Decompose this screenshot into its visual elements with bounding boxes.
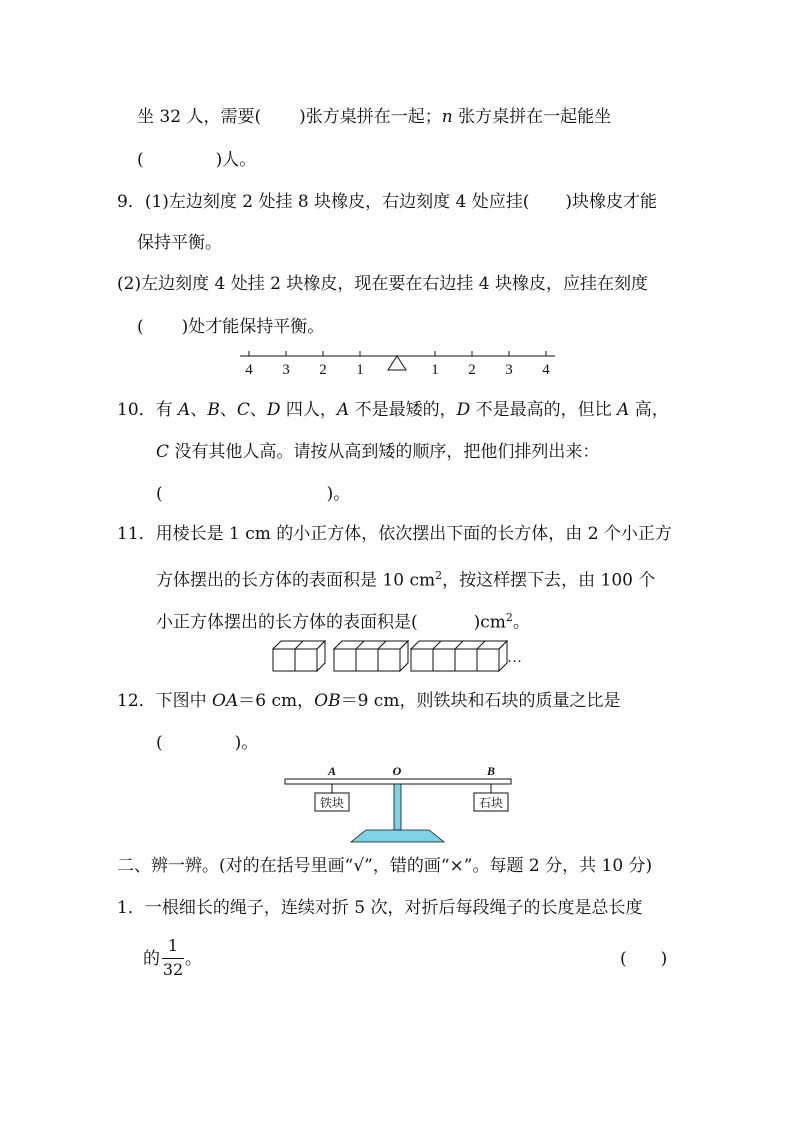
q10-var: A [617,400,630,420]
ruler-label-left-3: 3 [282,362,290,378]
q10-text: 没有其他人高。请按从高到矮的顺序，把他们排列出来： [169,442,600,462]
cuboid-3-cubes [334,641,408,671]
q11-line1: 11．用棱长是 1 cm 的小正方体，依次摆出下面的长方体，由 2 个小正方 [117,524,672,544]
q10-var: B [207,400,220,420]
point-A-label: A [327,764,337,778]
stand-pole [394,784,401,830]
stone-block-label: 石块 [478,796,504,810]
q9-line1 [117,191,657,213]
q8-line2 [137,149,256,171]
q12-line2 [156,732,258,754]
q9-text-a: 9．(1)左边刻度 2 处挂 8 块橡皮，右边刻度 4 处应挂( [117,192,530,212]
q8-paren-open: ( [137,150,144,170]
q11-text: 小正方体摆出的长方体的表面积是( [156,612,418,633]
q8-text-b: )张方桌拼在一起； [299,107,442,127]
q11-text: ，按这样摆下去，由 100 个 [442,570,656,591]
q9-line3: (2)左边刻度 4 处挂 2 块橡皮，现在要在右边挂 4 块橡皮，应挂在刻度 [117,274,648,294]
point-O-label: O [392,764,402,778]
q8-text-a: 坐 32 人，需要( [137,107,262,127]
ruler-label-left-4: 4 [245,362,253,378]
q11-sup: 2 [435,569,443,582]
section2-q1-line1: 1．一根细长的绳子，连续对折 5 次，对折后每段绳子的长度是总长度 [117,898,643,918]
q10-var: A [336,400,350,420]
section2-q1-prefix: 的 [143,949,160,969]
q9-line4 [137,316,324,338]
cube-ellipsis: … [507,650,522,666]
q10-text: 四人， [280,400,337,420]
q10-var: C [236,400,250,420]
lever-beam [285,779,511,784]
stand-base [351,830,444,842]
ruler-label-right-2: 2 [468,362,476,378]
q11-text: )cm [473,612,506,633]
q9-line2: 保持平衡。 [137,233,222,253]
q9-paren-open: ( [137,317,144,337]
fraction-denominator: 32 [162,960,184,979]
q11-line3 [156,607,530,634]
fraction-bar [162,958,184,959]
q12-text: ＝6 cm， [238,691,315,711]
q8-text-c: 张方桌拼在一起能坐 [452,107,612,127]
q10-line2 [156,441,599,463]
q11-text: 。 [512,612,530,633]
lever-figure [282,762,514,844]
fulcrum-triangle [388,356,406,370]
q8-var-n: n [441,107,453,127]
q10-line3 [156,483,350,505]
q10-text: 、 [219,400,237,420]
q12-paren-open: ( [156,733,163,753]
q10-text: 不是最矮的， [349,400,457,420]
q8-line1 [137,106,611,128]
cuboid-4-cubes [411,641,507,671]
ruler-label-right-4: 4 [542,362,550,378]
q10-line1 [117,399,669,421]
q12-text: 12．下图中 [117,691,213,711]
q10-var: A [178,400,191,420]
ruler-label-left-1: 1 [356,362,364,378]
q12-paren-close: )。 [234,733,259,753]
section2-q1-suffix: 。 [185,949,202,969]
iron-block-label: 铁块 [319,796,345,810]
ruler-label-right-1: 1 [431,362,439,378]
ruler-label-right-3: 3 [505,362,513,378]
answer-paren[interactable]: ( ) [620,949,668,969]
q10-var: C [156,442,170,462]
q10-var: D [266,400,281,420]
ruler-ticks [249,351,546,356]
cuboid-2-cubes [273,641,325,671]
cube-rows-figure [270,638,530,674]
q10-paren-close: )。 [326,484,351,504]
q10-text: 、 [190,400,208,420]
q9-text-tail: )处才能保持平衡。 [181,317,325,337]
fraction-numerator: 1 [167,936,179,955]
q10-var: D [456,400,471,420]
q10-paren-open: ( [156,484,163,504]
q11-text: 方体摆出的长方体的表面积是 10 cm [156,570,436,591]
q11-line2 [156,565,655,592]
q8-paren-close: )人。 [215,150,257,170]
q12-text: ＝9 cm，则铁块和石块的质量之比是 [340,691,621,711]
q10-text: 高， [629,400,669,420]
q12-var: OA [212,691,239,711]
section2-title: 二、辨一辨。(对的在括号里画“√”，错的画“×”。每题 2 分，共 10 分) [117,856,653,876]
ruler-label-left-2: 2 [319,362,327,378]
q10-text: 、 [249,400,267,420]
q9-text-b: )块橡皮才能 [565,192,658,212]
q12-line1 [117,690,620,712]
balance-ruler-figure [235,348,560,382]
q12-var: OB [314,691,341,711]
q11-sup: 2 [505,611,513,624]
point-B-label: B [486,764,496,778]
q10-text: 不是最高的，但比 [470,400,618,420]
q10-text: 10．有 [117,400,179,420]
